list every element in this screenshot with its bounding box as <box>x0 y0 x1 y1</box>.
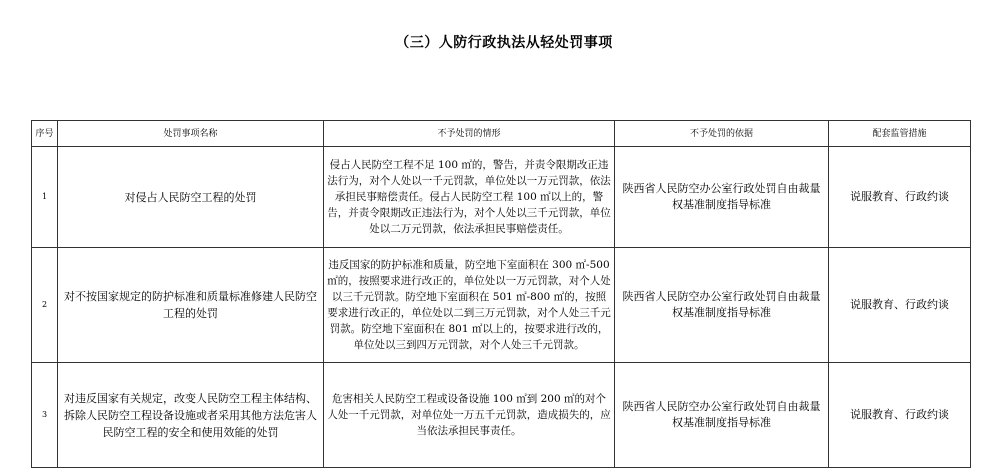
table-row <box>32 248 971 363</box>
row-num: 3 <box>32 363 58 468</box>
row-basis: 陕西省人民防空办公室行政处罚自由裁量权基准制度指导标准 <box>615 147 829 248</box>
row-name: 对侵占人民防空工程的处罚 <box>58 147 324 248</box>
row-measure: 说服教育、行政约谈 <box>829 248 971 363</box>
row-measure: 说服教育、行政约谈 <box>829 363 971 468</box>
row-num: 2 <box>32 248 58 363</box>
table-row <box>32 363 971 468</box>
row-condition: 侵占人民防空工程不足 100 ㎡的，警告，并责令限期改正违法行为，对个人处以一千元罚款，单位处以一万元罚款，依法承担民事赔偿责任。侵占人民防空工程 100 ㎡以上的，警告，并责令限期改正违法行为，对个人处以三千元罚款，单位处以二万元罚款，依法承担民事赔偿责任。 <box>324 147 615 248</box>
row-condition: 危害相关人民防空工程或设备设施 100 ㎡到 200 ㎡的对个人处一千元罚款，对单位处一万五千元罚款，造成损失的，应当依法承担民事责任。 <box>324 363 615 468</box>
row-basis: 陕西省人民防空办公室行政处罚自由裁量权基准制度指导标准 <box>615 248 829 363</box>
penalty-table <box>31 120 971 468</box>
header-measure: 配套监管措施 <box>829 121 971 147</box>
row-name: 对不按国家规定的防护标准和质量标准修建人民防空工程的处罚 <box>58 248 324 363</box>
header-basis: 不予处罚的依据 <box>615 121 829 147</box>
row-condition: 违反国家的防护标准和质量，防空地下室面积在 300 ㎡-500 ㎡的，按照要求进行改正的，单位处以一万元罚款，对个人处以三千元罚款。防空地下室面积在 501 ㎡-800 ㎡的，按照要求进行改正的，单位处以二到三万元罚款，对个人处三千元罚款。防空地下室面积在 801 ㎡以上的，按要求进行改的，单位处以三到四万元罚款，对个人处三千元罚款。 <box>324 248 615 363</box>
table-header-row <box>32 121 971 147</box>
header-name: 处罚事项名称 <box>58 121 324 147</box>
row-name: 对违反国家有关规定，改变人民防空工程主体结构、拆除人民防空工程设备设施或者采用其他方法危害人民防空工程的安全和使用效能的处罚 <box>58 363 324 468</box>
header-num: 序号 <box>32 121 58 147</box>
table-row <box>32 147 971 248</box>
header-condition: 不予处罚的情形 <box>324 121 615 147</box>
row-basis: 陕西省人民防空办公室行政处罚自由裁量权基准制度指导标准 <box>615 363 829 468</box>
document-title: （三）人防行政执法从轻处罚事项 <box>395 35 613 51</box>
row-num: 1 <box>32 147 58 248</box>
row-measure: 说服教育、行政约谈 <box>829 147 971 248</box>
